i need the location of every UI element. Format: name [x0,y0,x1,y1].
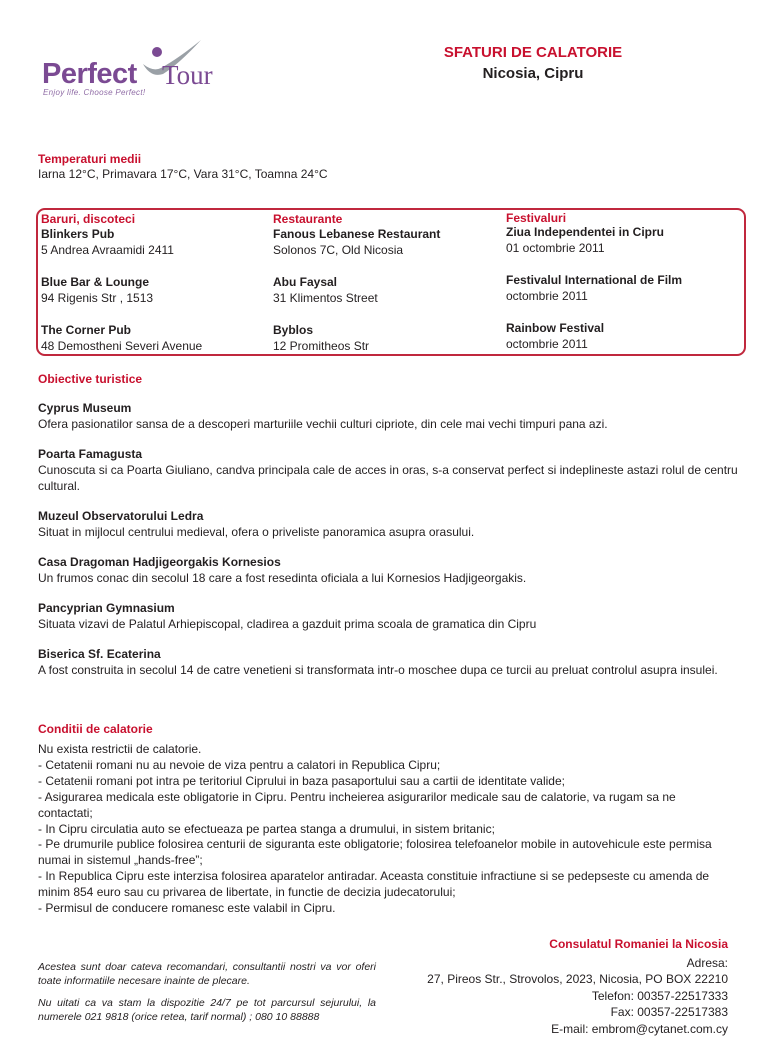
condition-line: - Pe drumurile publice folosirea centurii de siguranta este obligatorie; folosirea telefoanelor mobile in autovehicule este permisa [38,837,728,853]
page-title: SFATURI DE CALATORIE [433,44,633,61]
temperatures-heading: Temperaturi medii [38,152,328,166]
bar-address: 5 Andrea Avraamidi 2411 [41,242,266,258]
attractions-heading: Obiective turistice [38,372,738,386]
footer-note [38,960,376,1032]
logo-tagline: Enjoy life. Choose Perfect! [43,88,145,97]
condition-line: - In Cipru circulatia auto se efectueaza pe partea stanga a drumului, in sistem britanic; [38,822,728,838]
attraction-name: Casa Dragoman Hadjigeorgakis Kornesios [38,554,738,570]
attraction-name: Cyprus Museum [38,400,738,416]
restaurant-address: 12 Promitheos Str [273,338,498,354]
festival-name: Ziua Independentei in Cipru [506,224,736,240]
attraction-description: Situata vizavi de Palatul Arhiepiscopal, cladirea a gazduit prima scoala de gramatica din Cipru [38,616,738,632]
condition-line: Nu exista restrictii de calatorie. [38,742,728,758]
consulate-line: Adresa: [328,955,728,972]
recommendations-box [36,208,746,356]
restaurants-column [273,212,498,354]
attraction-name: Pancyprian Gymnasium [38,600,738,616]
restaurant-address: 31 Klimentos Street [273,290,498,306]
bar-name: The Corner Pub [41,322,266,338]
consulate-name: Consulatul Romaniei la Nicosia [328,936,728,953]
attraction-item [38,554,738,586]
attraction-description: Situat in mijlocul centrului medieval, ofera o priveliste panoramica asupra orasului. [38,524,738,540]
bars-column [41,212,266,354]
festival-date: 01 octombrie 2011 [506,240,736,256]
attraction-name: Muzeul Observatorului Ledra [38,508,738,524]
attraction-description: A fost construita in secolul 14 de catre venetieni si transformata intr-o moschee dupa ce turcii au preluat controlul asupra insulei. [38,662,738,678]
condition-line: - Permisul de conducere romanesc este valabil in Cipru. [38,901,728,917]
perfect-tour-logo [40,38,240,100]
condition-line: - Asigurarea medicala este obligatorie in Cipru. Pentru incheierea asigurarilor medicale sau de calatorie, va rugam sa ne [38,790,728,806]
condition-line: - In Republica Cipru este interzisa folosirea aparatelor antiradar. Aceasta constituie infractiune si se pedepseste cu amenda de [38,869,728,885]
bar-name: Blue Bar & Lounge [41,274,266,290]
restaurants-heading: Restaurante [273,212,498,226]
attraction-item [38,646,738,678]
temperatures-text: Iarna 12°C, Primavara 17°C, Vara 31°C, Toamna 24°C [38,166,328,182]
bar-name: Blinkers Pub [41,226,266,242]
restaurant-name: Abu Faysal [273,274,498,290]
attraction-description: Un frumos conac din secolul 18 care a fost resedinta oficiala a lui Kornesios Hadjigeorgakis. [38,570,738,586]
bar-address: 94 Rigenis Str , 1513 [41,290,266,306]
attraction-name: Biserica Sf. Ecaterina [38,646,738,662]
note-paragraph: Nu uitati ca va stam la dispozitie 24/7 pe tot parcursul sejurului, la numerele 021 9818 (orice retea, tarif normal) ; 080 10 88888 [38,996,376,1024]
restaurant-name: Byblos [273,322,498,338]
festival-name: Festivalul International de Film [506,272,736,288]
logo-word-tour: Tour [162,60,213,91]
note-paragraph: Acestea sunt doar cateva recomandari, consultantii nostri va vor oferi toate informatiile necesare inainte de plecare. [38,960,376,988]
logo-word-perfect: Perfect [42,58,137,91]
bars-heading: Baruri, discoteci [41,212,266,226]
condition-line: minim 854 euro sau cu privarea de libertate, in functie de decizia judecatorului; [38,885,728,901]
conditions-section [38,722,728,917]
condition-line: - Cetatenii romani nu au nevoie de viza pentru a calatori in Republica Cipru; [38,758,728,774]
attraction-item [38,400,738,432]
attraction-name: Poarta Famagusta [38,446,738,462]
attractions-section [38,372,738,692]
festival-name: Rainbow Festival [506,320,736,336]
consulate-email[interactable]: E-mail: embrom@cytanet.com.cy [328,1021,728,1037]
restaurant-name: Fanous Lebanese Restaurant [273,226,498,242]
condition-line: contactati; [38,806,728,822]
consulate-line: Fax: 00357-22517383 [328,1004,728,1021]
festival-date: octombrie 2011 [506,288,736,304]
conditions-list [38,742,728,917]
festivals-heading: Festivaluri [506,212,736,224]
bar-address: 48 Demostheni Severi Avenue [41,338,266,354]
attraction-item [38,600,738,632]
page-subtitle: Nicosia, Cipru [433,65,633,82]
festival-date: octombrie 2011 [506,336,736,352]
page-header [433,44,633,82]
consulate-block [328,936,728,1037]
condition-line: numai in sistemul „hands-free”; [38,853,728,869]
conditions-heading: Conditii de calatorie [38,722,728,736]
attraction-item [38,446,738,494]
condition-line: - Cetatenii romani pot intra pe teritoriul Ciprului in baza pasaportului sau a cartii de identitate valide; [38,774,728,790]
temperatures-section [38,152,328,182]
attraction-item [38,508,738,540]
festivals-column [506,212,736,352]
restaurant-address: Solonos 7C, Old Nicosia [273,242,498,258]
attraction-description: Ofera pasionatilor sansa de a descoperi marturiile vechii culturi cipriote, din cele mai vechi timpuri pana azi. [38,416,738,432]
attraction-description: Cunoscuta si ca Poarta Giuliano, candva principala cale de acces in oras, s-a conservat perfect si indeplineste astazi rolul de centru cultural. [38,462,738,494]
consulate-line: 27, Pireos Str., Strovolos, 2023, Nicosia, PO BOX 22210 [328,971,728,988]
consulate-line: Telefon: 00357-22517333 [328,988,728,1005]
